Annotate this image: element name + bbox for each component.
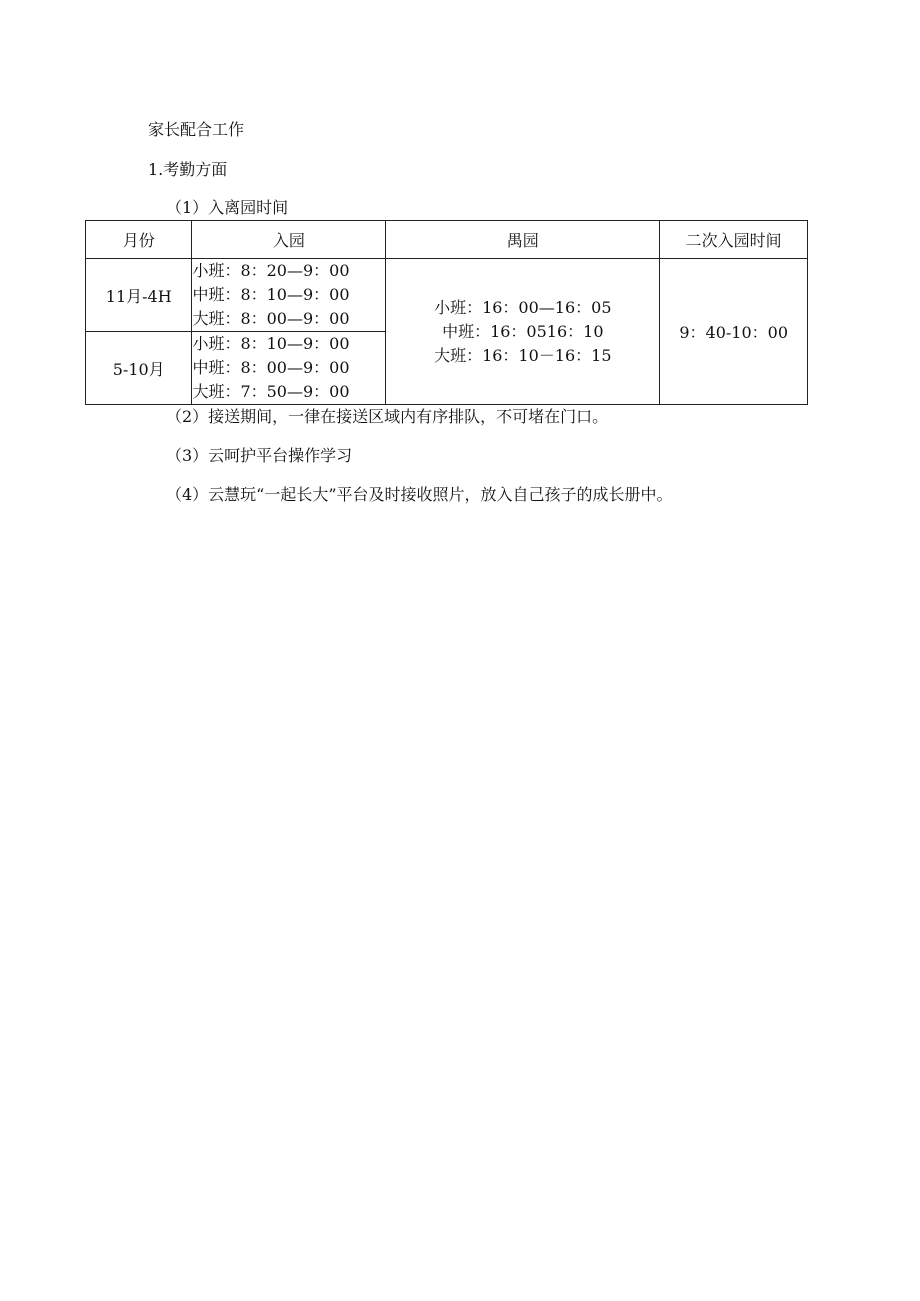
header-arrival: 入园	[192, 221, 386, 259]
schedule-table	[85, 220, 808, 405]
item-arrival-departure-time: （1）入离园时间	[166, 198, 289, 217]
arrival-times-cell	[192, 259, 386, 332]
second-entry-cell: 9：40-10：00	[660, 259, 808, 405]
item-photo-album: （4）云慧玩“一起长大”平台及时接收照片，放入自己孩子的成长册中。	[166, 485, 673, 504]
departure-time-middle: 中班：16：0516：10	[442, 321, 604, 341]
item-platform-learning: （3）云呵护平台操作学习	[166, 446, 353, 465]
month-cell: 5-10月	[86, 332, 192, 405]
table-header-row	[86, 221, 808, 259]
month-cell: 11月-4H	[86, 259, 192, 332]
header-departure: 禺园	[386, 221, 660, 259]
arrival-time-small: 小班：8：20—9：00	[192, 261, 350, 280]
section-title-attendance: 1.考勤方面	[148, 160, 228, 179]
arrival-times-cell	[192, 332, 386, 405]
header-month: 月份	[86, 221, 192, 259]
departure-time-small: 小班：16：00—16：05	[434, 297, 612, 317]
document-heading: 家长配合工作	[148, 120, 245, 139]
arrival-time-large: 大班：8：00—9：00	[192, 309, 350, 328]
arrival-time-large: 大班：7：50—9：00	[192, 382, 350, 401]
arrival-time-middle: 中班：8：10—9：00	[192, 285, 350, 304]
item-pickup-queue: （2）接送期间，一律在接送区域内有序排队，不可堵在门口。	[166, 407, 609, 426]
table-row	[86, 259, 808, 332]
header-second-entry: 二次入园时间	[660, 221, 808, 259]
departure-time-large: 大班：16：10－16：15	[434, 345, 612, 365]
arrival-time-small: 小班：8：10—9：00	[192, 334, 350, 353]
departure-times-cell	[386, 259, 660, 405]
arrival-time-middle: 中班：8：00—9：00	[192, 358, 350, 377]
